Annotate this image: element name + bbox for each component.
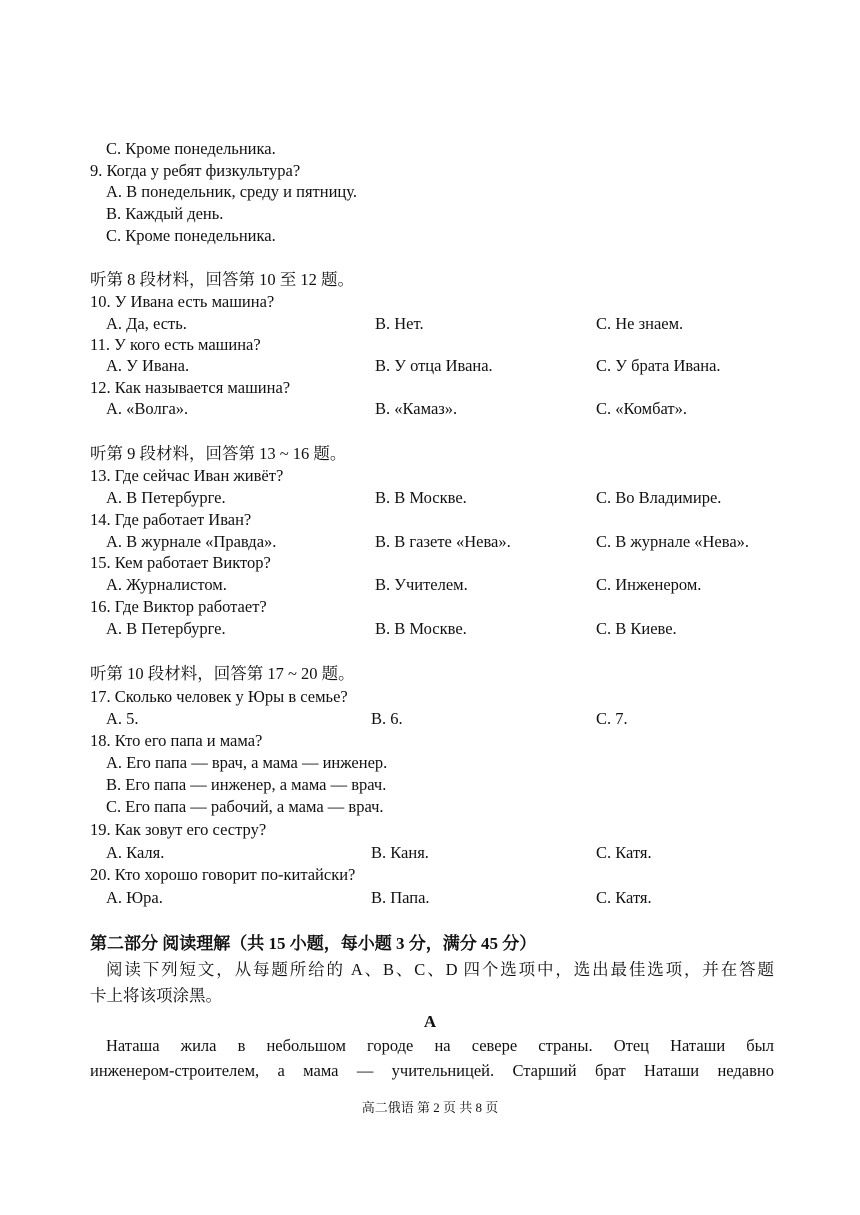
q11-option-c: C. У брата Ивана. <box>596 356 721 375</box>
q19-option-b: B. Каня. <box>371 843 429 862</box>
section-9-header: 听第 9 段材料，回答第 13 ~ 16 题。 <box>90 444 347 463</box>
page-footer: 高二俄语 第 2 页 共 8 页 <box>361 1100 499 1115</box>
q17-option-a: A. 5. <box>106 709 139 728</box>
q19-question: 19. Как зовут его сестру? <box>90 820 267 839</box>
q13-option-a: A. В Петербурге. <box>106 488 226 507</box>
passage-a-line2: инженером-строителем, а мама — учительницей. Старший брат Наташи недавно <box>90 1061 774 1080</box>
section-8-header: 听第 8 段材料，回答第 10 至 12 题。 <box>90 270 354 289</box>
q9-option-b: B. Каждый день. <box>106 204 224 223</box>
q11-option-a: A. У Ивана. <box>106 356 190 375</box>
part2-title: 第二部分 阅读理解（共 15 小题，每小题 3 分，满分 45 分） <box>90 934 537 953</box>
q10-option-a: A. Да, есть. <box>106 314 187 333</box>
q12-question: 12. Как называется машина? <box>90 378 291 397</box>
q15-option-b: B. Учителем. <box>375 575 468 594</box>
q10-question: 10. У Ивана есть машина? <box>90 292 275 311</box>
q20-question: 20. Кто хорошо говорит по-китайски? <box>90 865 356 884</box>
q20-option-c: C. Катя. <box>596 888 652 907</box>
q12-option-b: B. «Камаз». <box>375 399 458 418</box>
q15-option-c: C. Инженером. <box>596 575 702 594</box>
q9-option-c: C. Кроме понедельника. <box>106 226 276 245</box>
q17-option-c: C. 7. <box>596 709 628 728</box>
q10-option-b: B. Нет. <box>375 314 424 333</box>
q8-option-c: C. Кроме понедельника. <box>106 139 276 158</box>
q16-option-b: B. В Москве. <box>375 619 467 638</box>
q12-option-c: C. «Комбат». <box>596 399 687 418</box>
section-10-header: 听第 10 段材料，回答第 17 ~ 20 题。 <box>90 664 355 683</box>
q17-question: 17. Сколько человек у Юры в семье? <box>90 687 348 706</box>
q13-question: 13. Где сейчас Иван живёт? <box>90 466 284 485</box>
q16-question: 16. Где Виктор работает? <box>90 597 267 616</box>
q13-option-b: B. В Москве. <box>375 488 467 507</box>
q14-option-a: A. В журнале «Правда». <box>106 532 277 551</box>
q15-option-a: A. Журналистом. <box>106 575 227 594</box>
q16-option-c: C. В Киеве. <box>596 619 677 638</box>
q9-question: 9. Когда у ребят физкультура? <box>90 161 301 180</box>
q17-option-b: B. 6. <box>371 709 403 728</box>
q18-option-c: C. Его папа — рабочий, а мама — врач. <box>106 797 384 816</box>
q14-option-c: C. В журнале «Нева». <box>596 532 750 551</box>
q13-option-c: C. Во Владимире. <box>596 488 722 507</box>
part2-instruction-line2: 卡上将该项涂黑。 <box>90 986 222 1005</box>
q12-option-a: A. «Волга». <box>106 399 189 418</box>
q14-question: 14. Где работает Иван? <box>90 510 252 529</box>
q14-option-b: B. В газете «Нева». <box>375 532 511 551</box>
q18-option-a: A. Его папа — врач, а мама — инженер. <box>106 753 388 772</box>
part2-instruction-line1: 阅读下列短文，从每题所给的 A、B、C、D 四个选项中，选出最佳选项，并在答题 <box>106 960 774 979</box>
passage-a-letter: A <box>423 1012 437 1031</box>
q19-option-a: A. Каля. <box>106 843 165 862</box>
q10-option-c: C. Не знаем. <box>596 314 684 333</box>
q20-option-a: A. Юра. <box>106 888 163 907</box>
q11-option-b: B. У отца Ивана. <box>375 356 493 375</box>
q19-option-c: C. Катя. <box>596 843 652 862</box>
passage-a-line1: Наташа жила в небольшом городе на севере страны. Отец Наташи был <box>106 1036 774 1055</box>
q9-option-a: A. В понедельник, среду и пятницу. <box>106 182 357 201</box>
q11-question: 11. У кого есть машина? <box>90 335 261 354</box>
q18-option-b: B. Его папа — инженер, а мама — врач. <box>106 775 387 794</box>
q16-option-a: A. В Петербурге. <box>106 619 226 638</box>
q20-option-b: B. Папа. <box>371 888 430 907</box>
q15-question: 15. Кем работает Виктор? <box>90 553 271 572</box>
q18-question: 18. Кто его папа и мама? <box>90 731 263 750</box>
